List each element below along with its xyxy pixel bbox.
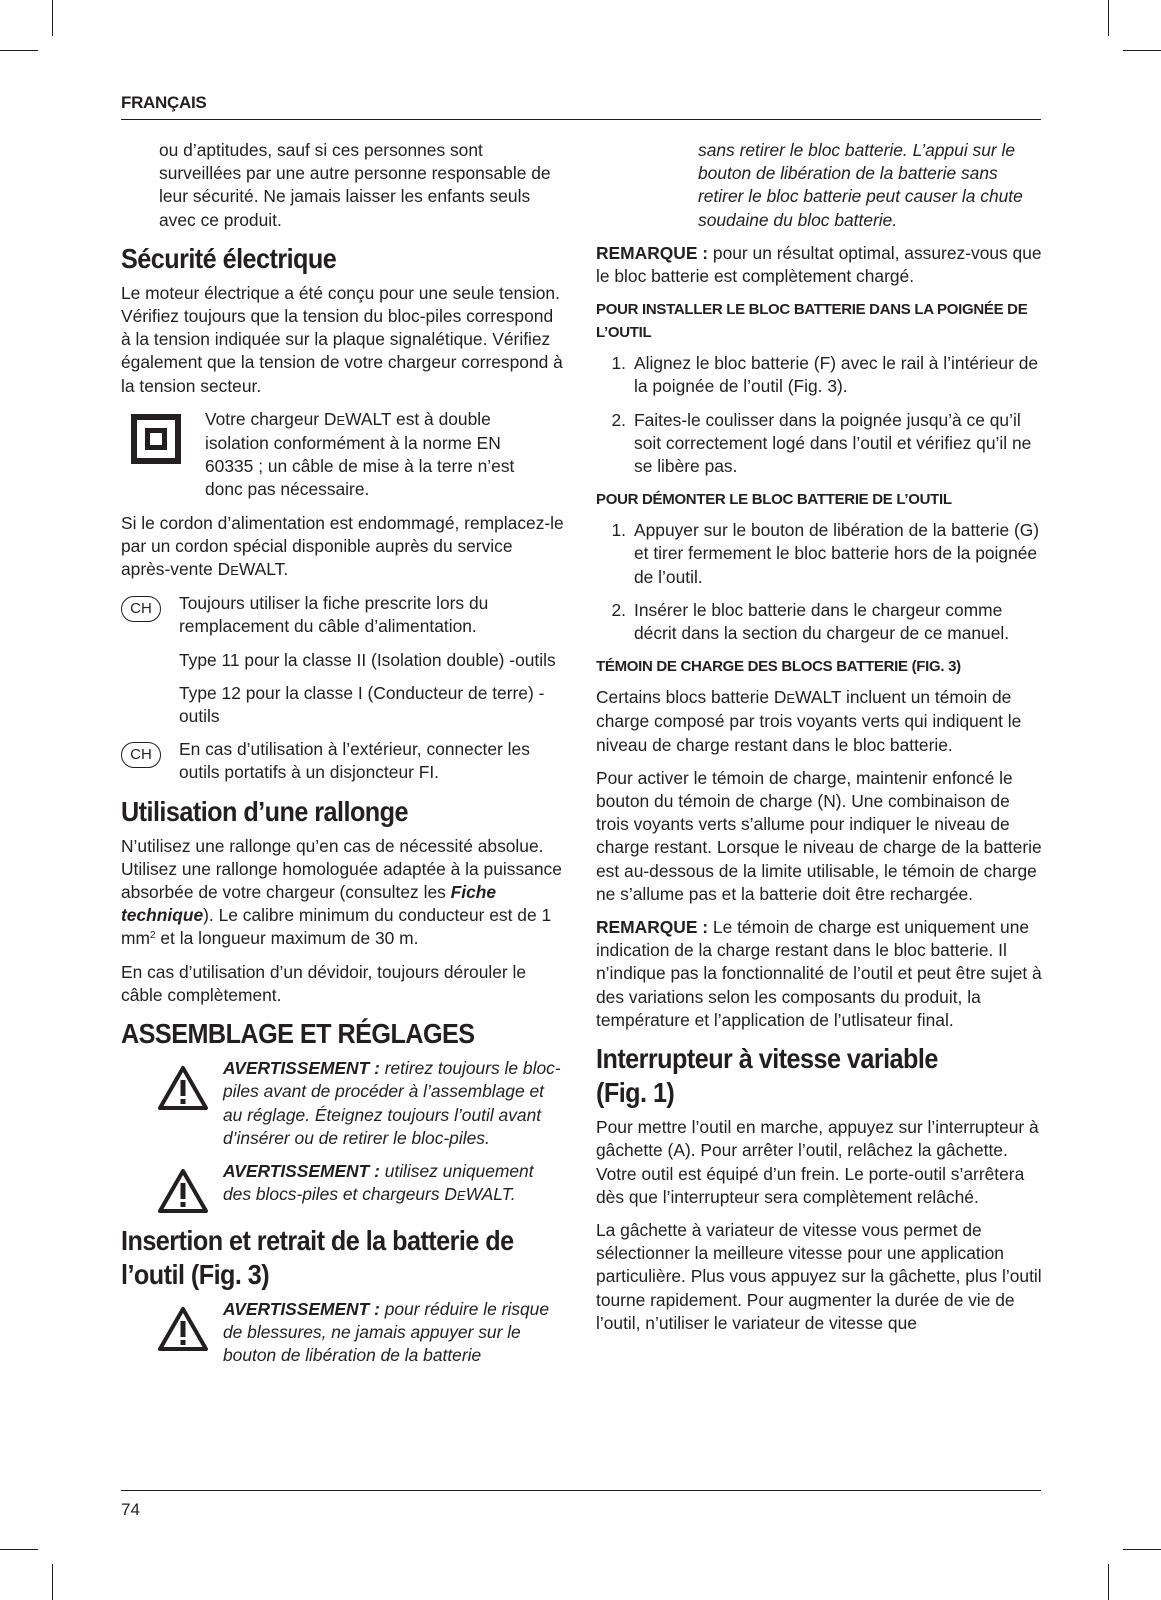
header-rule [121,119,1041,120]
ch-note-1 [121,592,566,728]
list-item: 1. Appuyer sur le bouton de libération de la batterie (G) et tirer fermement le bloc batterie hors de la poignée de l’outil. [611,520,1040,587]
warning-1 [121,1057,566,1150]
list-item: 1. Alignez le bloc batterie (F) avec le rail à l’intérieur de la poignée de l’outil (Fig. 3). [611,353,1039,397]
heading-install-battery: POUR INSTALLER LE BLOC BATTERIE DANS LA POIGNÉE DE L’OUTIL [596,301,1028,342]
ch-note-2 [121,738,566,784]
ch-text: Toujours utiliser la fiche prescrite lors du remplacement du câble d’alimentation. [179,593,489,637]
ch-text: En cas d’utilisation à l’extérieur, connecter les outils portatifs à un disjoncteur FI. [179,739,530,783]
list-item: 2. Insérer le bloc batterie dans le chargeur comme décrit dans la section du chargeur de ce manuel. [611,599,1010,644]
extension-paragraph-2: En cas d’utilisation d’un dévidoir, toujours dérouler le câble complètement. [121,961,527,1005]
double-insulation-icon [131,414,181,464]
switch-paragraph-2: La gâchette à variateur de vitesse vous permet de sélectionner la meilleure vitesse pour une application particulière. Plus vous appuyez sur la gâchette, plus l’outil tourne rapidement. Pour augmenter la durée de vie de l’outil, n’utiliser le variateur de vitesse que [596,1219,1042,1333]
crop-mark [52,0,53,36]
heading-electrical-safety: Sécurité électrique [121,242,337,274]
switch-paragraph: Pour mettre l’outil en marche, appuyez sur l’interrupteur à gâchette (A). Pour arrêter l’outil, relâchez la gâchette. Votre outil est équipé d’un frein. Le porte-outil s’arrêtera dès que l’interrupteur sera complètement relâché. [596,1117,1039,1207]
ch-type-12: Type 12 pour la classe I (Conducteur de terre) - outils [179,682,545,727]
heading-remove-battery: POUR DÉMONTER LE BLOC BATTERIE DE L’OUTIL [596,491,952,509]
warning-text: AVERTISSEMENT : pour réduire le risque de blessures, ne jamais appuyer sur le bouton de libération de la batterie [223,1298,550,1366]
warning-text: AVERTISSEMENT : retirez toujours le bloc-piles avant de procéder à l’assemblage et au réglage. Éteignez toujours l’outil avant d’insérer ou de retirer le bloc-piles. [223,1058,561,1148]
fuel-gauge-paragraph-2: Pour activer le témoin de charge, maintenir enfoncé le bouton du témoin de charge (N). Une combinaison de trois voyants verts s’allume pour indiquer le niveau de charge restant. Lorsque le niveau de charge de la batterie est au-dessous de la limite utilisable, le témoin de charge ne s’allume pas et la batterie doit être rechargée. [596,767,1042,904]
heading-assembly: ASSEMBLAGE ET RÉGLAGES [121,1018,475,1050]
left-column [121,139,566,1378]
fuel-gauge-paragraph: Certains blocs batterie DEWALT incluent un témoin de charge composé par trois voyants verts qui indiquent le niveau de charge restant dans le bloc batterie. [596,687,1022,755]
ch-badge-icon: CH [121,742,161,768]
double-insulation-text: Votre chargeur DEWALT est à double isolation conformément à la norme EN 60335 ; un câble de mise à la terre n’est donc pas nécessaire. [205,408,515,500]
ch-badge-icon: CH [121,596,161,622]
extension-paragraph: N’utilisez une rallonge qu’en cas de nécessité absolue. Utilisez une rallonge homologuée adaptée à la puissance absorbée de votre chargeur (consultez les Fiche technique). Le calibre minimum du conducteur est de 1 $mm^2$ et la longueur maximum de 30 m. [121,835,562,949]
electrical-paragraph: Le moteur électrique a été conçu pour une seule tension. Vérifiez toujours que la tension du bloc-piles correspond à la tension indiquée sur la plaque signalétique. Vérifiez également que la tension de votre chargeur correspond à la tension secteur. [121,282,563,396]
warning-2 [121,1160,566,1214]
remove-steps [596,519,1044,645]
warning-triangle-icon [157,1065,209,1111]
heading-fuel-gauge: TÉMOIN DE CHARGE DES BLOCS BATTERIE (FIG. 3) [596,658,961,676]
crop-mark [0,50,38,51]
crop-mark [52,1564,53,1600]
section-header: FRANÇAIS [121,93,207,112]
list-item: 2. Faites-le coulisser dans la poignée jusqu’à ce qu’il soit correctement logé dans l’outil et vérifiez qu’il ne se libère pas. [611,409,1032,477]
crop-mark [1123,1549,1161,1550]
crop-mark [1108,0,1109,36]
warning-text: AVERTISSEMENT : utilisez uniquement des blocs-piles et chargeurs DEWALT. [223,1160,534,1205]
double-insulation-note [121,408,566,502]
crop-mark [1108,1564,1109,1600]
warning-3-continued: sans retirer le bloc batterie. L’appui sur le bouton de libération de la batterie sans retirer le bloc batterie peut causer la chute soudaine du bloc batterie. [698,140,1023,230]
intro-paragraph: ou d’aptitudes, sauf si ces personnes sont surveillées par une autre personne responsable de leur sécurité. Ne jamais laisser les enfants seuls avec ce produit. [159,140,551,230]
note-paragraph-2: REMARQUE : Le témoin de charge est uniquement une indication de la charge restant dans le bloc batterie. Il n’indique pas la fonctionnalité de l’outil et peut être sujet à des variations selon les composants du produit, la température et l’application de l’utlisateur final. [596,917,1042,1030]
cord-paragraph: Si le cordon d’alimentation est endommagé, remplacez-le par un cordon spécial disponible auprès du service après-vente DEWALT. [121,512,564,580]
install-steps [596,352,1044,478]
warning-triangle-icon [157,1168,209,1214]
right-column [596,139,1044,1345]
warning-triangle-icon [157,1306,209,1352]
heading-battery-insertion: Insertion et retrait de la batterie de l’outil (Fig. 3) [121,1224,514,1290]
heading-extension-cord: Utilisation d’une rallonge [121,795,408,827]
page-number: 74 [121,1500,140,1519]
crop-mark [1123,50,1161,51]
heading-variable-speed-switch: Interrupteur à vitesse variable (Fig. 1) [596,1043,938,1109]
ch-type-11: Type 11 pour la classe II (Isolation double) -outils [179,649,556,670]
footer-rule [121,1490,1041,1491]
crop-mark [0,1549,38,1550]
warning-3 [121,1298,566,1368]
note-paragraph: REMARQUE : pour un résultat optimal, assurez-vous que le bloc batterie est complètement chargé. [596,242,1042,287]
